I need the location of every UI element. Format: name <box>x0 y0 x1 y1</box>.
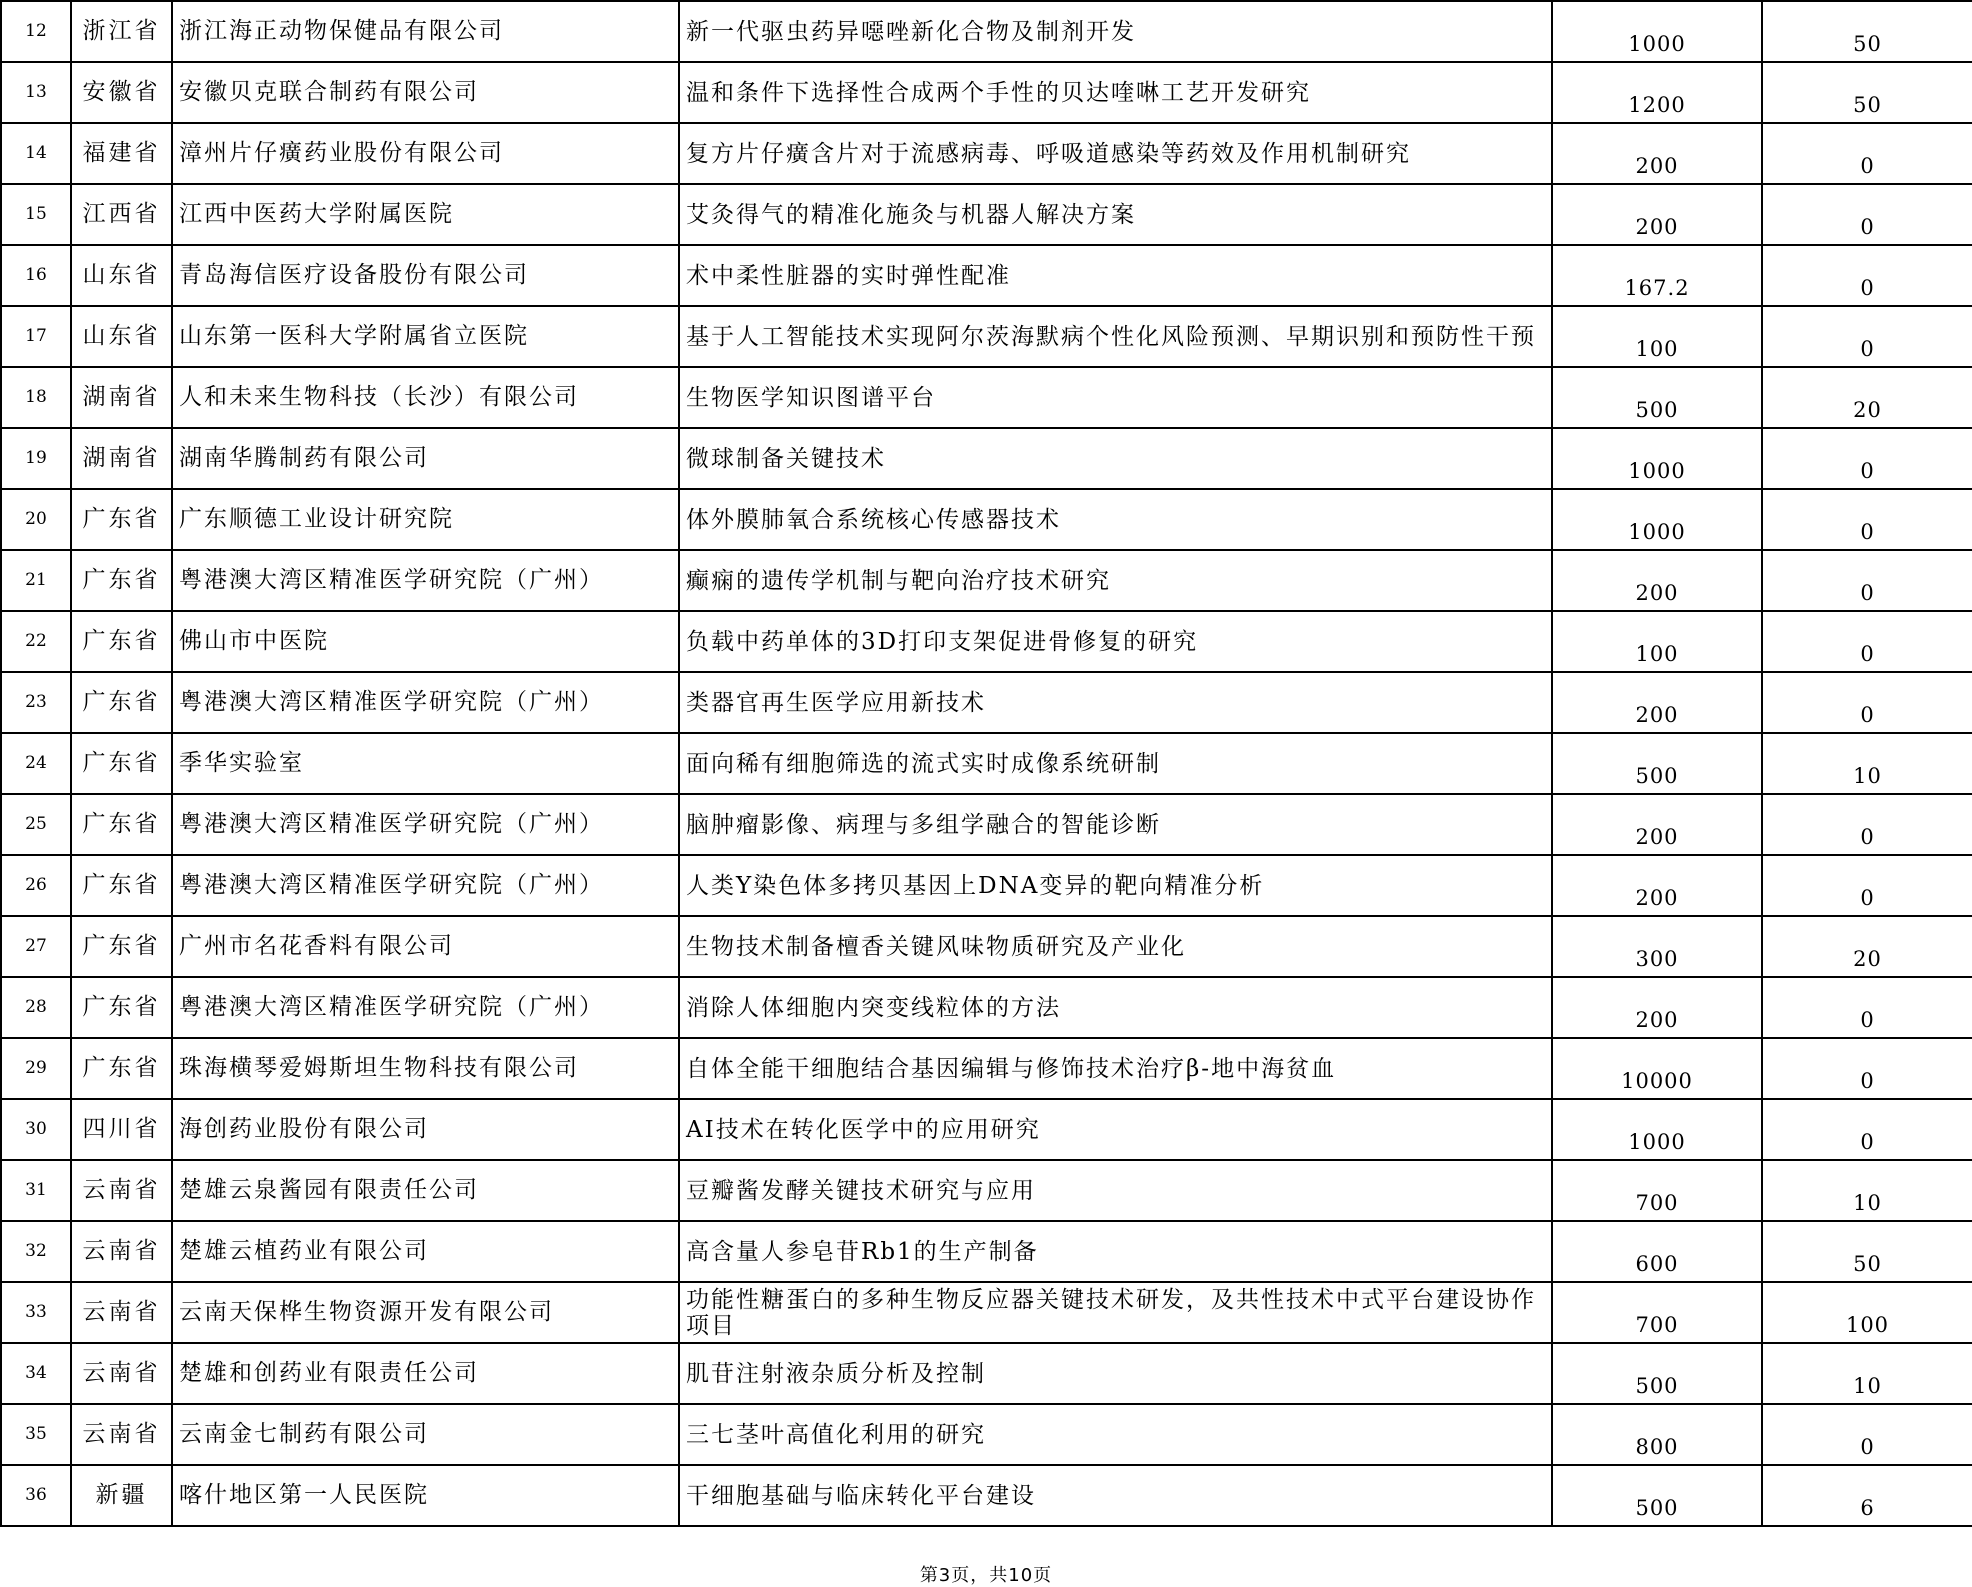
project-name-text: 干细胞基础与临床转化平台建设 <box>686 1482 1036 1509</box>
amount-cell-1: 700 <box>1552 1282 1762 1343</box>
province-cell: 山东省 <box>71 245 172 306</box>
project-name-cell <box>679 1221 1552 1282</box>
table-row <box>1 245 1972 306</box>
row-number-cell: 16 <box>1 245 71 306</box>
amount-cell-2: 0 <box>1762 1099 1972 1160</box>
page-footer: 第3页，共10页 <box>919 1565 1053 1586</box>
row-number-cell: 29 <box>1 1038 71 1099</box>
table-row <box>1 1 1972 62</box>
amount-cell-2: 0 <box>1762 550 1972 611</box>
project-name-text: 生物医学知识图谱平台 <box>686 384 936 411</box>
organization-cell: 喀什地区第一人民医院 <box>172 1465 679 1526</box>
amount-cell-2: 50 <box>1762 62 1972 123</box>
table-row <box>1 1160 1972 1221</box>
table-row <box>1 1404 1972 1465</box>
amount-cell-2: 0 <box>1762 855 1972 916</box>
project-name-text: 豆瓣酱发酵关键技术研究与应用 <box>686 1177 1036 1204</box>
organization-cell: 浙江海正动物保健品有限公司 <box>172 1 679 62</box>
project-name-cell <box>679 1404 1552 1465</box>
project-name-text: 微球制备关键技术 <box>686 445 886 472</box>
project-name-text: 类器官再生医学应用新技术 <box>686 689 986 716</box>
amount-cell-2: 0 <box>1762 184 1972 245</box>
row-number-cell: 13 <box>1 62 71 123</box>
row-number-cell: 26 <box>1 855 71 916</box>
row-number-cell: 19 <box>1 428 71 489</box>
row-number-cell: 21 <box>1 550 71 611</box>
province-cell: 广东省 <box>71 489 172 550</box>
amount-cell-1: 100 <box>1552 306 1762 367</box>
organization-cell: 珠海横琴爱姆斯坦生物科技有限公司 <box>172 1038 679 1099</box>
table-row <box>1 367 1972 428</box>
organization-cell: 楚雄云泉酱园有限责任公司 <box>172 1160 679 1221</box>
organization-cell: 粤港澳大湾区精准医学研究院（广州） <box>172 977 679 1038</box>
table-row <box>1 672 1972 733</box>
table-row <box>1 306 1972 367</box>
province-cell: 云南省 <box>71 1221 172 1282</box>
table-body <box>1 1 1972 1526</box>
table-row <box>1 916 1972 977</box>
province-cell: 云南省 <box>71 1160 172 1221</box>
amount-cell-1: 700 <box>1552 1160 1762 1221</box>
table-row <box>1 123 1972 184</box>
amount-cell-1: 200 <box>1552 977 1762 1038</box>
amount-cell-2: 0 <box>1762 794 1972 855</box>
amount-cell-1: 1200 <box>1552 62 1762 123</box>
province-cell: 云南省 <box>71 1343 172 1404</box>
province-cell: 新疆 <box>71 1465 172 1526</box>
project-name-text: 脑肿瘤影像、病理与多组学融合的智能诊断 <box>686 811 1161 838</box>
table-row <box>1 1343 1972 1404</box>
province-cell: 浙江省 <box>71 1 172 62</box>
project-name-text: 面向稀有细胞筛选的流式实时成像系统研制 <box>686 750 1161 777</box>
row-number-cell: 28 <box>1 977 71 1038</box>
amount-cell-2: 50 <box>1762 1 1972 62</box>
project-name-cell <box>679 1038 1552 1099</box>
project-name-cell <box>679 62 1552 123</box>
table-row <box>1 428 1972 489</box>
row-number-cell: 12 <box>1 1 71 62</box>
organization-cell: 粤港澳大湾区精准医学研究院（广州） <box>172 550 679 611</box>
amount-cell-2: 0 <box>1762 977 1972 1038</box>
amount-cell-1: 600 <box>1552 1221 1762 1282</box>
province-cell: 广东省 <box>71 550 172 611</box>
province-cell: 四川省 <box>71 1099 172 1160</box>
organization-cell: 湖南华腾制药有限公司 <box>172 428 679 489</box>
project-name-text: AI技术在转化医学中的应用研究 <box>686 1116 1041 1143</box>
organization-cell: 粤港澳大湾区精准医学研究院（广州） <box>172 855 679 916</box>
organization-cell: 季华实验室 <box>172 733 679 794</box>
amount-cell-1: 500 <box>1552 1343 1762 1404</box>
amount-cell-1: 100 <box>1552 611 1762 672</box>
project-name-cell <box>679 977 1552 1038</box>
amount-cell-2: 0 <box>1762 1404 1972 1465</box>
table-row <box>1 1099 1972 1160</box>
project-name-cell <box>679 245 1552 306</box>
row-number-cell: 18 <box>1 367 71 428</box>
row-number-cell: 34 <box>1 1343 71 1404</box>
table-row <box>1 184 1972 245</box>
project-name-cell <box>679 733 1552 794</box>
amount-cell-2: 10 <box>1762 733 1972 794</box>
organization-cell: 粤港澳大湾区精准医学研究院（广州） <box>172 672 679 733</box>
amount-cell-2: 0 <box>1762 245 1972 306</box>
row-number-cell: 30 <box>1 1099 71 1160</box>
table-row <box>1 855 1972 916</box>
table-row <box>1 550 1972 611</box>
project-name-cell <box>679 1160 1552 1221</box>
table-row <box>1 1038 1972 1099</box>
organization-cell: 江西中医药大学附属医院 <box>172 184 679 245</box>
project-name-text: 三七茎叶高值化利用的研究 <box>686 1421 986 1448</box>
table-row <box>1 977 1972 1038</box>
project-name-cell <box>679 367 1552 428</box>
project-name-text: 术中柔性脏器的实时弹性配准 <box>686 262 1011 289</box>
province-cell: 山东省 <box>71 306 172 367</box>
organization-cell: 楚雄云植药业有限公司 <box>172 1221 679 1282</box>
project-name-cell <box>679 1099 1552 1160</box>
province-cell: 福建省 <box>71 123 172 184</box>
amount-cell-1: 1000 <box>1552 1 1762 62</box>
organization-cell: 云南天保桦生物资源开发有限公司 <box>172 1282 679 1343</box>
project-name-cell <box>679 1 1552 62</box>
project-name-text: 消除人体细胞内突变线粒体的方法 <box>686 994 1061 1021</box>
project-name-cell <box>679 611 1552 672</box>
amount-cell-1: 200 <box>1552 794 1762 855</box>
amount-cell-1: 300 <box>1552 916 1762 977</box>
province-cell: 广东省 <box>71 916 172 977</box>
amount-cell-2: 50 <box>1762 1221 1972 1282</box>
project-name-text: 自体全能干细胞结合基因编辑与修饰技术治疗β-地中海贫血 <box>686 1055 1337 1082</box>
amount-cell-2: 0 <box>1762 489 1972 550</box>
project-name-text: 复方片仔癀含片对于流感病毒、呼吸道感染等药效及作用机制研究 <box>686 140 1411 167</box>
amount-cell-2: 0 <box>1762 123 1972 184</box>
amount-cell-2: 100 <box>1762 1282 1972 1343</box>
project-name-cell <box>679 306 1552 367</box>
project-name-text: 负载中药单体的3D打印支架促进骨修复的研究 <box>686 628 1199 655</box>
amount-cell-1: 200 <box>1552 550 1762 611</box>
project-name-text: 功能性糖蛋白的多种生物反应器关键技术研发，及共性技术中式平台建设协作项目 <box>686 1286 1536 1339</box>
row-number-cell: 32 <box>1 1221 71 1282</box>
row-number-cell: 27 <box>1 916 71 977</box>
project-name-cell <box>679 916 1552 977</box>
amount-cell-2: 0 <box>1762 306 1972 367</box>
project-name-text: 体外膜肺氧合系统核心传感器技术 <box>686 506 1061 533</box>
table-row <box>1 794 1972 855</box>
row-number-cell: 33 <box>1 1282 71 1343</box>
table-row <box>1 1465 1972 1526</box>
project-name-cell <box>679 123 1552 184</box>
project-name-text: 新一代驱虫药异噁唑新化合物及制剂开发 <box>686 18 1136 45</box>
amount-cell-1: 200 <box>1552 123 1762 184</box>
organization-cell: 云南金七制药有限公司 <box>172 1404 679 1465</box>
organization-cell: 广东顺德工业设计研究院 <box>172 489 679 550</box>
amount-cell-1: 1000 <box>1552 489 1762 550</box>
row-number-cell: 25 <box>1 794 71 855</box>
amount-cell-2: 20 <box>1762 916 1972 977</box>
table-row <box>1 62 1972 123</box>
project-name-cell <box>679 672 1552 733</box>
amount-cell-1: 200 <box>1552 672 1762 733</box>
amount-cell-1: 500 <box>1552 367 1762 428</box>
project-name-text: 癫痫的遗传学机制与靶向治疗技术研究 <box>686 567 1111 594</box>
project-name-text: 肌苷注射液杂质分析及控制 <box>686 1360 986 1387</box>
organization-cell: 安徽贝克联合制药有限公司 <box>172 62 679 123</box>
amount-cell-1: 200 <box>1552 184 1762 245</box>
province-cell: 广东省 <box>71 672 172 733</box>
project-name-cell <box>679 489 1552 550</box>
row-number-cell: 14 <box>1 123 71 184</box>
project-name-cell <box>679 550 1552 611</box>
province-cell: 云南省 <box>71 1404 172 1465</box>
row-number-cell: 36 <box>1 1465 71 1526</box>
amount-cell-1: 167.2 <box>1552 245 1762 306</box>
province-cell: 广东省 <box>71 1038 172 1099</box>
project-name-cell <box>679 428 1552 489</box>
table-row <box>1 1221 1972 1282</box>
row-number-cell: 35 <box>1 1404 71 1465</box>
amount-cell-2: 0 <box>1762 611 1972 672</box>
project-name-text: 温和条件下选择性合成两个手性的贝达喹啉工艺开发研究 <box>686 79 1311 106</box>
table-row <box>1 1282 1972 1343</box>
row-number-cell: 31 <box>1 1160 71 1221</box>
amount-cell-2: 10 <box>1762 1160 1972 1221</box>
project-name-cell <box>679 1465 1552 1526</box>
amount-cell-1: 200 <box>1552 855 1762 916</box>
province-cell: 广东省 <box>71 794 172 855</box>
amount-cell-1: 1000 <box>1552 1099 1762 1160</box>
organization-cell: 青岛海信医疗设备股份有限公司 <box>172 245 679 306</box>
table-row <box>1 489 1972 550</box>
province-cell: 广东省 <box>71 733 172 794</box>
row-number-cell: 15 <box>1 184 71 245</box>
organization-cell: 佛山市中医院 <box>172 611 679 672</box>
row-number-cell: 17 <box>1 306 71 367</box>
table-row <box>1 611 1972 672</box>
project-name-text: 艾灸得气的精准化施灸与机器人解决方案 <box>686 201 1136 228</box>
amount-cell-2: 0 <box>1762 428 1972 489</box>
province-cell: 广东省 <box>71 611 172 672</box>
organization-cell: 人和未来生物科技（长沙）有限公司 <box>172 367 679 428</box>
row-number-cell: 20 <box>1 489 71 550</box>
organization-cell: 海创药业股份有限公司 <box>172 1099 679 1160</box>
amount-cell-2: 20 <box>1762 367 1972 428</box>
amount-cell-1: 10000 <box>1552 1038 1762 1099</box>
amount-cell-1: 800 <box>1552 1404 1762 1465</box>
organization-cell: 广州市名花香料有限公司 <box>172 916 679 977</box>
project-name-text: 人类Y染色体多拷贝基因上DNA变异的靶向精准分析 <box>686 872 1265 899</box>
organization-cell: 山东第一医科大学附属省立医院 <box>172 306 679 367</box>
province-cell: 湖南省 <box>71 428 172 489</box>
project-name-cell <box>679 184 1552 245</box>
amount-cell-1: 1000 <box>1552 428 1762 489</box>
province-cell: 江西省 <box>71 184 172 245</box>
row-number-cell: 23 <box>1 672 71 733</box>
project-name-text: 基于人工智能技术实现阿尔茨海默病个性化风险预测、早期识别和预防性干预 <box>686 323 1536 350</box>
table-row <box>1 733 1972 794</box>
amount-cell-1: 500 <box>1552 1465 1762 1526</box>
organization-cell: 漳州片仔癀药业股份有限公司 <box>172 123 679 184</box>
amount-cell-2: 6 <box>1762 1465 1972 1526</box>
province-cell: 安徽省 <box>71 62 172 123</box>
amount-cell-2: 10 <box>1762 1343 1972 1404</box>
province-cell: 广东省 <box>71 855 172 916</box>
organization-cell: 粤港澳大湾区精准医学研究院（广州） <box>172 794 679 855</box>
project-name-text: 生物技术制备檀香关键风味物质研究及产业化 <box>686 933 1186 960</box>
row-number-cell: 24 <box>1 733 71 794</box>
project-name-cell <box>679 1343 1552 1404</box>
project-name-cell <box>679 855 1552 916</box>
amount-cell-2: 0 <box>1762 672 1972 733</box>
project-name-text: 高含量人参皂苷Rb1的生产制备 <box>686 1238 1039 1265</box>
amount-cell-1: 500 <box>1552 733 1762 794</box>
project-name-cell <box>679 1282 1552 1343</box>
project-name-cell <box>679 794 1552 855</box>
organization-cell: 楚雄和创药业有限责任公司 <box>172 1343 679 1404</box>
amount-cell-2: 0 <box>1762 1038 1972 1099</box>
row-number-cell: 22 <box>1 611 71 672</box>
province-cell: 广东省 <box>71 977 172 1038</box>
province-cell: 湖南省 <box>71 367 172 428</box>
province-cell: 云南省 <box>71 1282 172 1343</box>
